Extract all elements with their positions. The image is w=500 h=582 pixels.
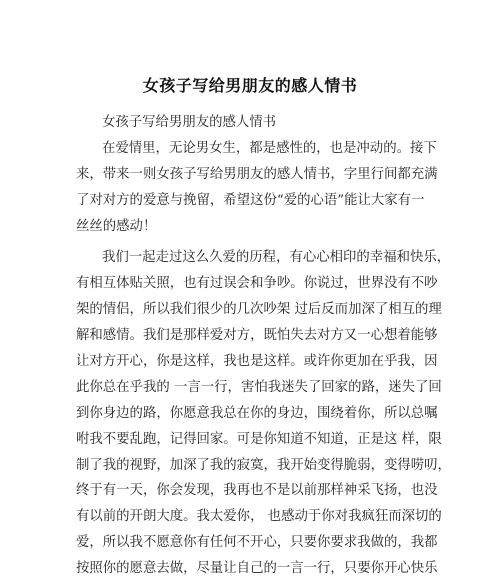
- text-line: 来，带来一则女孩子写给男朋友的感人情书，字里行间都充满: [76, 166, 438, 182]
- text-line: 有相互体贴关照，也有过误会和争吵。你说过，世界没有不吵: [76, 276, 438, 292]
- text-line: 到你身边的路，你愿意我总在你的身边，围绕着你，所以总嘱: [76, 405, 438, 421]
- text-line: 此你总在乎我的 一言一行，害怕我迷失了回家的路，迷失了回: [76, 379, 442, 395]
- text-line: 了对对方的爱意与挽留，希望这份“爱的心语”能让大家有一: [76, 192, 425, 208]
- text-line: 爱，所以我不愿意你有任何不开心，只要你要求我做的，我都: [76, 535, 438, 551]
- text-line: 我们一起走过这么久爱的历程，有心心相印的幸福和快乐，: [102, 250, 451, 266]
- text-line: 有以前的开朗大度。我太爱你， 也感动于你对我疯狂而深切的: [76, 509, 442, 525]
- text-line: 女孩子写给男朋友的感人情书: [102, 115, 277, 130]
- text-line: 按照你的愿意去做，尽量让自己的一言一行，只要你开心快乐: [76, 561, 438, 577]
- text-line: 咐我不要乱跑，记得回家。可是你知道不知道，正是这 样，限: [76, 431, 442, 447]
- text-line: 让对方开心，你是这样，我也是这样。或许你更加在乎我，因: [76, 354, 438, 370]
- text-line: 制了我的视野，加深了我的寂寞，我开始变得脆弱，变得唠叨，: [76, 457, 451, 473]
- text-line: 终于有一天，你会发现，我再也不是以前那样神采飞扬，也没: [76, 483, 438, 499]
- document-title: 女孩子写给男朋友的感人情书: [142, 76, 358, 95]
- document-body: [76, 110, 451, 582]
- text-line: 在爱情里，无论男女生，都是感性的，也是冲动的。接下: [102, 140, 437, 156]
- text-line: 解和感情。我们是那样爱对方，既怕失去对方又一心想着能够: [76, 328, 438, 344]
- text-line: 丝丝的感动！: [76, 218, 157, 234]
- text-line: 架的情侣，所以我们很少的几次吵架 过后反而加深了相互的理: [76, 302, 442, 318]
